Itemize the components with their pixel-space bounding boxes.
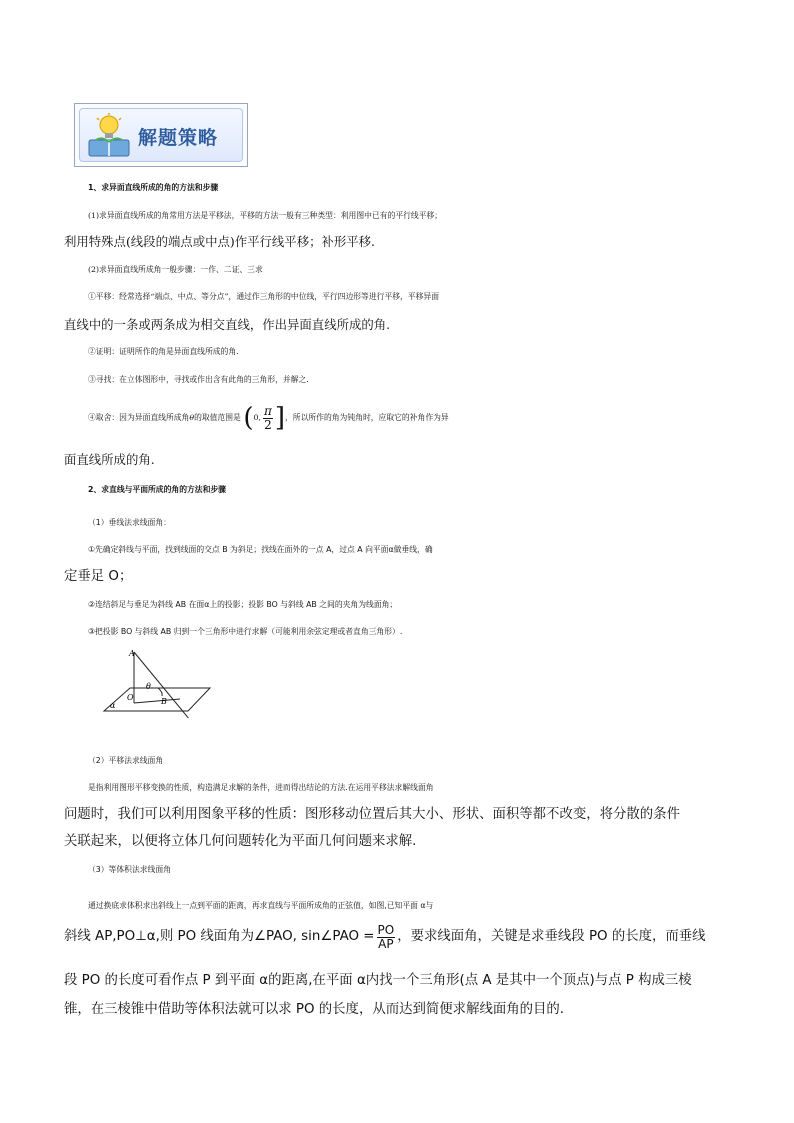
step4-pre: ④取舍：因为异面直线所成角 xyxy=(88,413,190,422)
step1-line2: 直线中的一条或两条成为相交直线，作出异面直线所成的角. xyxy=(64,317,391,332)
method3-line4: 锥，在三棱锥中借助等体积法就可以求 PO 的长度，从而达到简便求解线面角的目的. xyxy=(64,1002,565,1017)
frac-denominator: AP xyxy=(378,936,394,951)
plane-alpha xyxy=(104,688,210,711)
range-open-bracket: ( xyxy=(243,403,254,433)
label-O: O xyxy=(127,693,134,702)
method3-line2-pre: 斜线 AP,PO⊥α,则 PO 线面角为∠PAO, sin∠PAO = xyxy=(64,929,375,944)
section1-para2: (2)求异面直线所成角一般步骤：一作、二证、三求 xyxy=(88,265,263,274)
pi-over-two xyxy=(263,405,273,432)
method3-line3: 段 PO 的长度可看作点 P 到平面 α的距离,在平面 α内找一个三角形(点 A 是其中一个顶点)与点 P 构成三棱 xyxy=(64,973,692,988)
lightbulb-book-icon xyxy=(86,112,132,160)
section1-heading: 1、求异面直线所成的角的方法和步骤 xyxy=(88,183,219,192)
method2-line1: 是指利用图形平移变换的性质，构造满足求解的条件，进而得出结论的方法.在运用平移法求解线面角 xyxy=(88,783,434,792)
step4-line1 xyxy=(88,398,754,438)
section1-para1-line1: (1)求异面直线所成的角常用方法是平移法，平移的方法一般有三种类型：利用图中已有的平行线平移； xyxy=(88,211,443,220)
label-B: B xyxy=(161,697,167,706)
section2-heading: 2、求直线与平面所成的角的方法和步骤 xyxy=(88,485,226,494)
step4-post: ，所以所作的角为钝角时，应取它的补角作为异 xyxy=(284,413,449,422)
method1-title: （1）垂线法求线面角： xyxy=(88,518,171,527)
method2-line2: 问题时，我们可以利用图象平移的性质：图形移动位置后其大小、形状、面积等都不改变，将分散的条件 xyxy=(64,807,680,822)
segment-BO xyxy=(134,699,180,703)
angle-arc xyxy=(158,688,162,696)
method2-line3: 关联起来，以便将立体几何问题转化为平面几何问题来求解. xyxy=(64,834,417,849)
method3-line2-post: ，要求线面角，关键是求垂线段 PO 的长度，而垂线 xyxy=(397,929,706,944)
method3-line2 xyxy=(64,919,730,956)
pi-numerator: π xyxy=(263,403,272,418)
frac-numerator: PO xyxy=(377,922,395,937)
banner-frame xyxy=(79,108,243,162)
theta-symbol: θ xyxy=(189,413,195,422)
method2-title: （2）平移法求线面角 xyxy=(88,756,164,765)
step2: ②证明：证明所作的角是异面直线所成的角. xyxy=(88,347,239,356)
pi-denominator: 2 xyxy=(264,417,272,432)
label-theta: θ xyxy=(146,682,151,691)
range-close-bracket: ] xyxy=(274,403,285,433)
method3-title: （3）等体积法求线面角 xyxy=(88,865,171,874)
label-A: A xyxy=(129,649,135,658)
label-alpha: α xyxy=(110,701,116,710)
section-banner xyxy=(74,103,248,167)
method1-line1: ①先确定斜线与平面，找到线面的交点 B 为斜足；找线在面外的一点 A，过点 A 向平面α做垂线，确 xyxy=(88,545,433,554)
po-over-ap xyxy=(377,924,396,951)
step1-line1: ①平移：经常选择“端点、中点、等分点”，通过作三角形的中位线，平行四边形等进行平移，平移异面 xyxy=(88,292,440,301)
method1-line3: ②连结斜足与垂足为斜线 AB 在面α上的投影；投影 BO 与斜线 AB 之间的夹角为线面角； xyxy=(88,600,398,609)
step3: ③寻找：在立体图形中，寻找或作出含有此角的三角形，并解之. xyxy=(88,375,309,384)
method1-line4: ③把投影 BO 与斜线 AB 归到一个三角形中进行求解（可能利用余弦定理或者直角三角形）. xyxy=(88,627,403,636)
method3-line1: 通过换底求体积求出斜线上一点到平面的距离，再求直线与平面所成角的正弦值，如图,已知平面 α与 xyxy=(88,901,434,910)
banner-title: 解题策略 xyxy=(138,127,219,149)
step4-line2: 面直线所成的角. xyxy=(64,452,155,467)
method1-line2: 定垂足 O； xyxy=(64,569,133,584)
section1-para1-line2: 利用特殊点(线段的端点或中点)作平行线平移；补形平移. xyxy=(64,234,375,249)
range-left: 0, xyxy=(253,413,261,422)
line-plane-angle-diagram xyxy=(100,648,230,718)
segment-AB xyxy=(134,652,190,718)
step4-mid: 的取值范围是 xyxy=(194,413,241,422)
